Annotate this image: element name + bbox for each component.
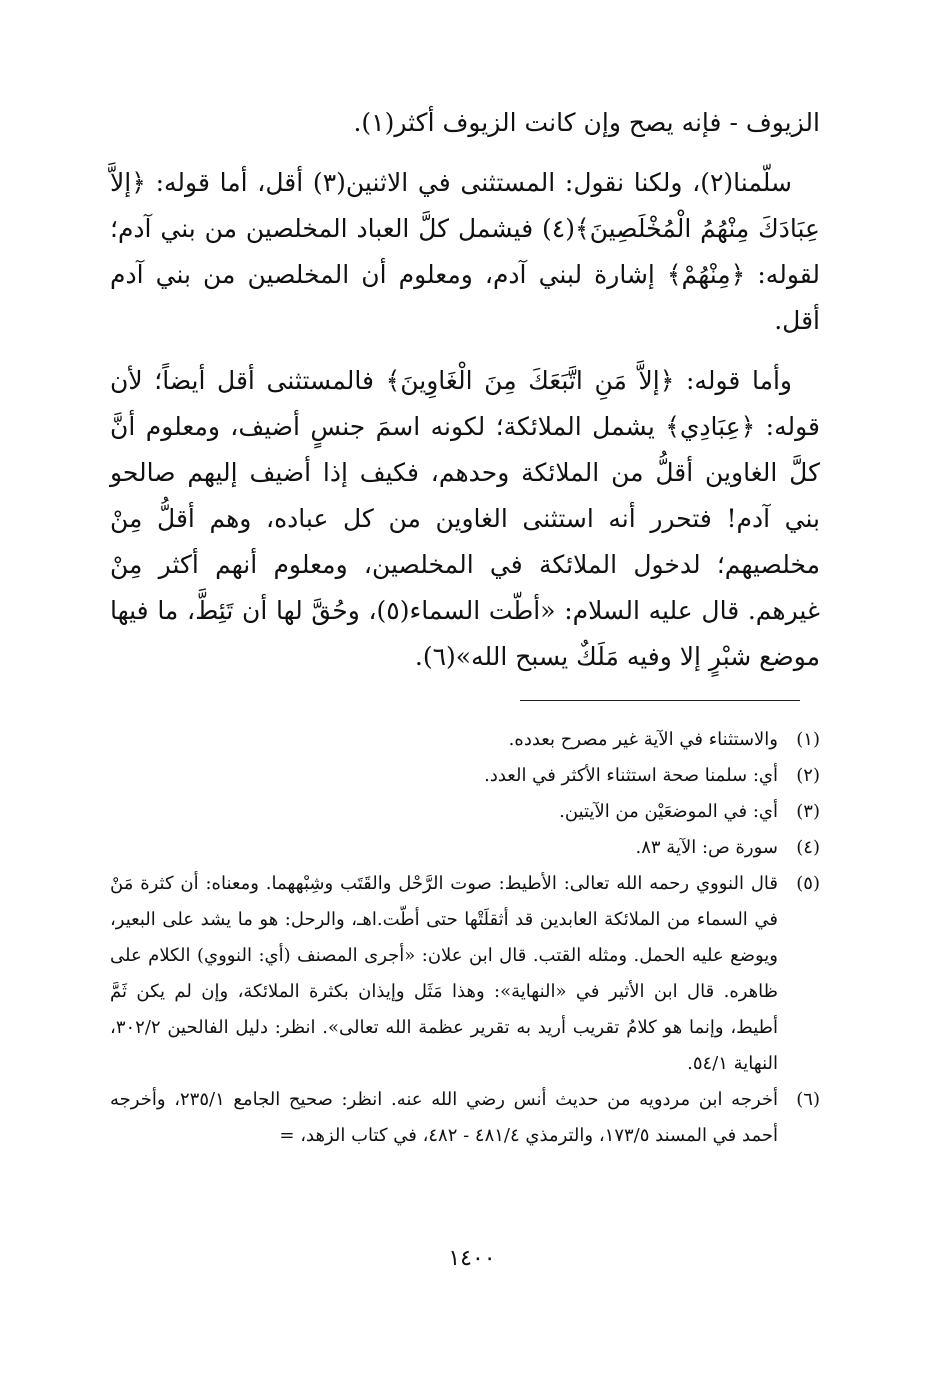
footnote-number: (١) bbox=[796, 729, 820, 750]
footnote-number: (٤) bbox=[796, 837, 820, 858]
footnote-text: قال النووي رحمه الله تعالى: الأطيط: صوت الرَّحْل والقَتَب وشِبْههما. ومعناه: أن كثرة مَنْ في السماء من الملائكة العابدين قد أثقلَتْها حتى أطّت.اهـ، والرحل: هو ما يشد على البعير، ويوضع عليه الحمل. ومثله القتب. قال ابن علان: «أجرى المصنف (أي: النووي) الكلام على ظاهره. قال ابن الأثير في «النهاية»: وهذا مَثَل وإيذان بكثرة الملائكة، وإن لم يكن ثَمَّ أطيط، وإنما هو كلامُ تقريب أريد به تقرير عظمة الله تعالى». انظر: دليل الفالحين ٣٠٢/٢، النهاية ٥٤/١. bbox=[110, 873, 778, 1074]
footnote-number: (٦) bbox=[796, 1089, 820, 1110]
footnote-text: سورة ص: الآية ٨٣. bbox=[635, 837, 778, 858]
footnote-separator bbox=[520, 700, 800, 701]
page-number: ١٤٠٠ bbox=[448, 1246, 496, 1271]
footnote-4 bbox=[110, 830, 820, 866]
footnote-number: (٥) bbox=[796, 873, 820, 894]
paragraph-3: وأما قوله: ﴿إلاَّ مَنِ اتَّبَعَكَ مِنَ الْغَاوِينَ﴾ فالمستثنى أقل أيضاً؛ لأن قوله: ﴿عِبَادِي﴾ يشمل الملائكة؛ لكونه اسمَ جنسٍ أضيف، ومعلوم أنَّ كلَّ الغاوين أقلُّ من الملائكة وحدهم، فكيف إذا أضيف إليهم صالحو بني آدم! فتحرر أنه استثنى الغاوين من كل عباده، وهم أقلُّ مِنْ مخلصيهم؛ لدخول الملائكة في المخلصين، ومعلوم أنهم أكثر مِنْ غيرهم. قال عليه السلام: «أطّت السماء(٥)، وحُقَّ لها أن تَئِطَّ، ما فيها موضع شبْرٍ إلا وفيه مَلَكٌ يسبح الله»(٦). bbox=[110, 366, 821, 671]
page-body bbox=[110, 100, 820, 680]
footnote-text: والاستثناء في الآية غير مصرح بعدده. bbox=[508, 729, 778, 750]
footnote-number: (٣) bbox=[796, 801, 820, 822]
footnote-2 bbox=[110, 758, 820, 794]
main-text bbox=[110, 100, 820, 680]
footnote-1 bbox=[110, 722, 820, 758]
footnote-number: (٢) bbox=[796, 765, 820, 786]
footnote-text: أخرجه ابن مردويه من حديث أنس رضي الله عنه. انظر: صحيح الجامع ٢٣٥/١، وأخرجه أحمد في المسند ١٧٣/٥، والترمذي ٤٨١/٤ - ٤٨٢، في كتاب الزهد، = bbox=[110, 1089, 779, 1146]
paragraph-2: سلّمنا(٢)، ولكنا نقول: المستثنى في الاثنين(٣) أقل، أما قوله: ﴿إلاَّ عِبَادَكَ مِنْهُمُ الْمُخْلَصِينَ﴾(٤) فيشمل كلَّ العباد المخلصين من بني آدم؛ لقوله: ﴿مِنْهُمْ﴾ إشارة لبني آدم، ومعلوم أن المخلصين من بني آدم أقل. bbox=[110, 168, 820, 335]
footnote-5 bbox=[110, 866, 820, 1082]
footnote-3 bbox=[110, 794, 820, 830]
paragraph-1: الزيوف - فإنه يصح وإن كانت الزيوف أكثر(١). bbox=[353, 108, 820, 137]
footnotes bbox=[110, 722, 820, 1154]
footnote-text: أي: في الموضعَيْن من الآيتين. bbox=[559, 801, 778, 822]
footnote-text: أي: سلمنا صحة استثناء الأكثر في العدد. bbox=[484, 765, 778, 786]
footnote-6 bbox=[110, 1082, 820, 1154]
